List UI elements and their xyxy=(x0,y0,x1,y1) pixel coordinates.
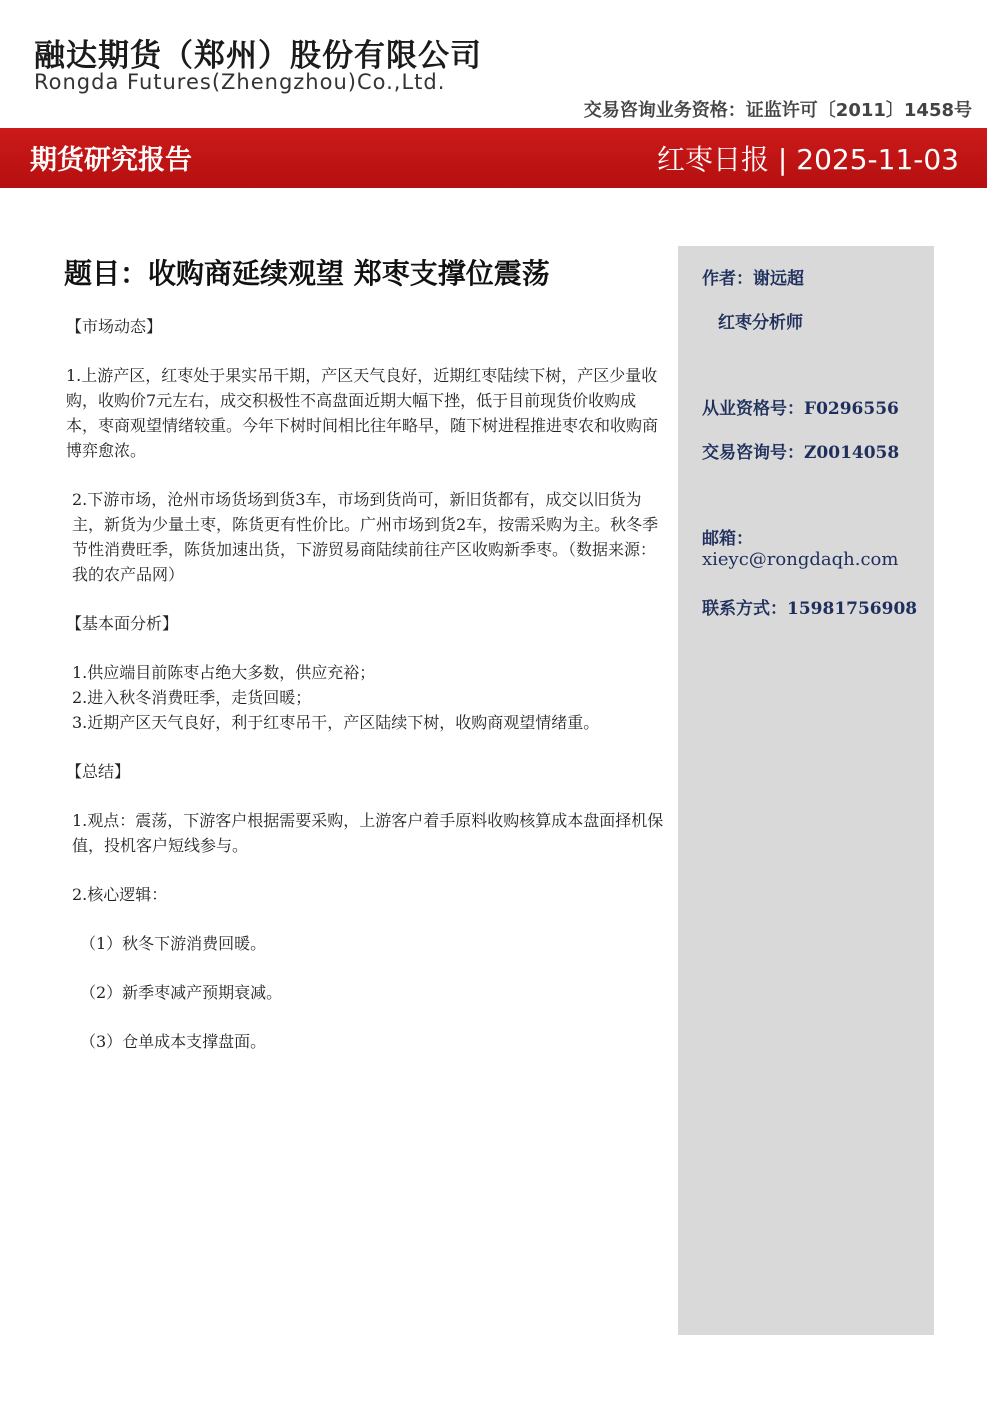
logic-item: （2）新季枣减产预期衰减。 xyxy=(80,983,283,1002)
author-role: 红枣分析师 xyxy=(718,313,803,333)
author-sidebar xyxy=(678,246,934,1335)
logic-item: （3）仓单成本支撑盘面。 xyxy=(80,1032,267,1051)
report-title: 题目：收购商延续观望 郑枣支撑位震荡 xyxy=(64,257,550,290)
report-banner xyxy=(0,128,987,188)
consult-number: 交易咨询号：Z0014058 xyxy=(702,443,900,463)
qualification-number: 从业资格号：F0296556 xyxy=(702,399,899,419)
market-paragraph-2: 2.下游市场，沧州市场货场到货3车，市场到货尚可，新旧货都有，成交以旧货为主，新货为少量土枣，陈货更有性价比。广州市场到货2车，按需采购为主。秋冬季节性消费旺季，陈货加速出货，下游贸易商陆续前往产区收购新季枣。（数据来源：我的农产品网） xyxy=(72,490,659,584)
report-type: 期货研究报告 xyxy=(30,145,192,176)
market-paragraph-1: 1.上游产区，红枣处于果实吊干期，产区天气良好，近期红枣陆续下树，产区少量收购，收购价7元左右，成交积极性不高盘面近期大幅下挫，低于目前现货价收购成本，枣商观望情绪较重。今年下树时间相比往年略早，随下树进程推进枣农和收购商博弈愈浓。 xyxy=(66,366,659,460)
company-name-en: Rongda Futures(Zhengzhou)Co.,Ltd. xyxy=(34,70,446,94)
email-label: 邮箱： xyxy=(702,529,753,549)
fundamental-item: 1.供应端目前陈枣占绝大多数，供应充裕； xyxy=(72,663,376,682)
section-heading-summary: 【总结】 xyxy=(66,762,131,781)
report-date-title: 红枣日报 | 2025-11-03 xyxy=(657,143,959,176)
license-info: 交易咨询业务资格：证监许可〔2011〕1458号 xyxy=(583,100,972,121)
section-heading-fundamentals: 【基本面分析】 xyxy=(66,614,179,633)
logic-item: （1）秋冬下游消费回暖。 xyxy=(80,934,267,953)
section-heading-market: 【市场动态】 xyxy=(66,317,163,336)
email-address[interactable]: xieyc@rongdaqh.com xyxy=(702,549,899,570)
summary-view: 1.观点：震荡，下游客户根据需要采购，上游客户着手原料收购核算成本盘面择机保值，投机客户短线参与。 xyxy=(72,811,664,855)
phone-contact: 联系方式：15981756908 xyxy=(702,599,918,619)
company-name-cn: 融达期货（郑州）股份有限公司 xyxy=(34,38,482,74)
report-body xyxy=(66,314,668,1078)
author-name: 作者：谢远超 xyxy=(702,269,804,289)
fundamental-item: 3.近期产区天气良好，利于红枣吊干，产区陆续下树，收购商观望情绪重。 xyxy=(72,713,600,732)
fundamental-item: 2.进入秋冬消费旺季，走货回暖； xyxy=(72,688,312,707)
summary-core-logic: 2.核心逻辑： xyxy=(72,885,168,904)
